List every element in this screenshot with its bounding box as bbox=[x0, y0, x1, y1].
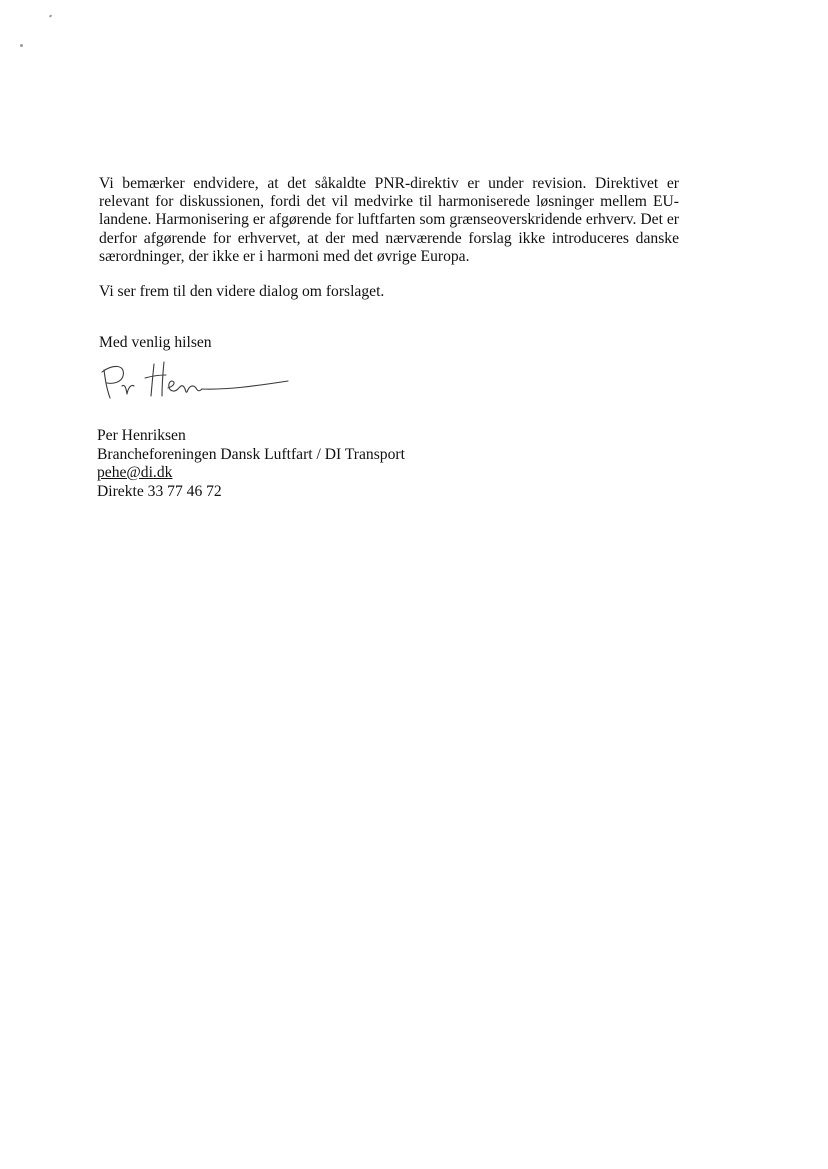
scan-speck bbox=[49, 14, 53, 17]
sender-name: Per Henriksen bbox=[97, 427, 186, 444]
closing-greeting: Med venlig hilsen bbox=[99, 334, 212, 351]
sender-email-link[interactable]: pehe@di.dk bbox=[97, 464, 173, 481]
handwritten-signature bbox=[96, 356, 296, 406]
letter-body bbox=[99, 175, 679, 301]
sender-phone: Direkte 33 77 46 72 bbox=[97, 482, 222, 500]
sender-organization: Brancheforeningen Dansk Luftfart / DI Transport bbox=[97, 445, 405, 463]
paragraph-dialog: Vi ser frem til den videre dialog om forslaget. bbox=[99, 283, 385, 301]
sender-block bbox=[97, 427, 405, 501]
scan-speck bbox=[20, 44, 23, 47]
paragraph-pnr-directive: Vi bemærker endvidere, at det såkaldte PNR-direktiv er under revision. Direktivet er relevant for diskussionen, fordi det vil medvirke til harmoniserede løsninger mellem EU-landene. Harmonisering er afgørende for luftfarten som grænseoverskridende erhverv. Det er derfor afgørende for erhvervet, at der med nærværende forslag ikke introduceres danske særordninger, der ikke er i harmoni med det øvrige Europa. bbox=[99, 175, 679, 265]
